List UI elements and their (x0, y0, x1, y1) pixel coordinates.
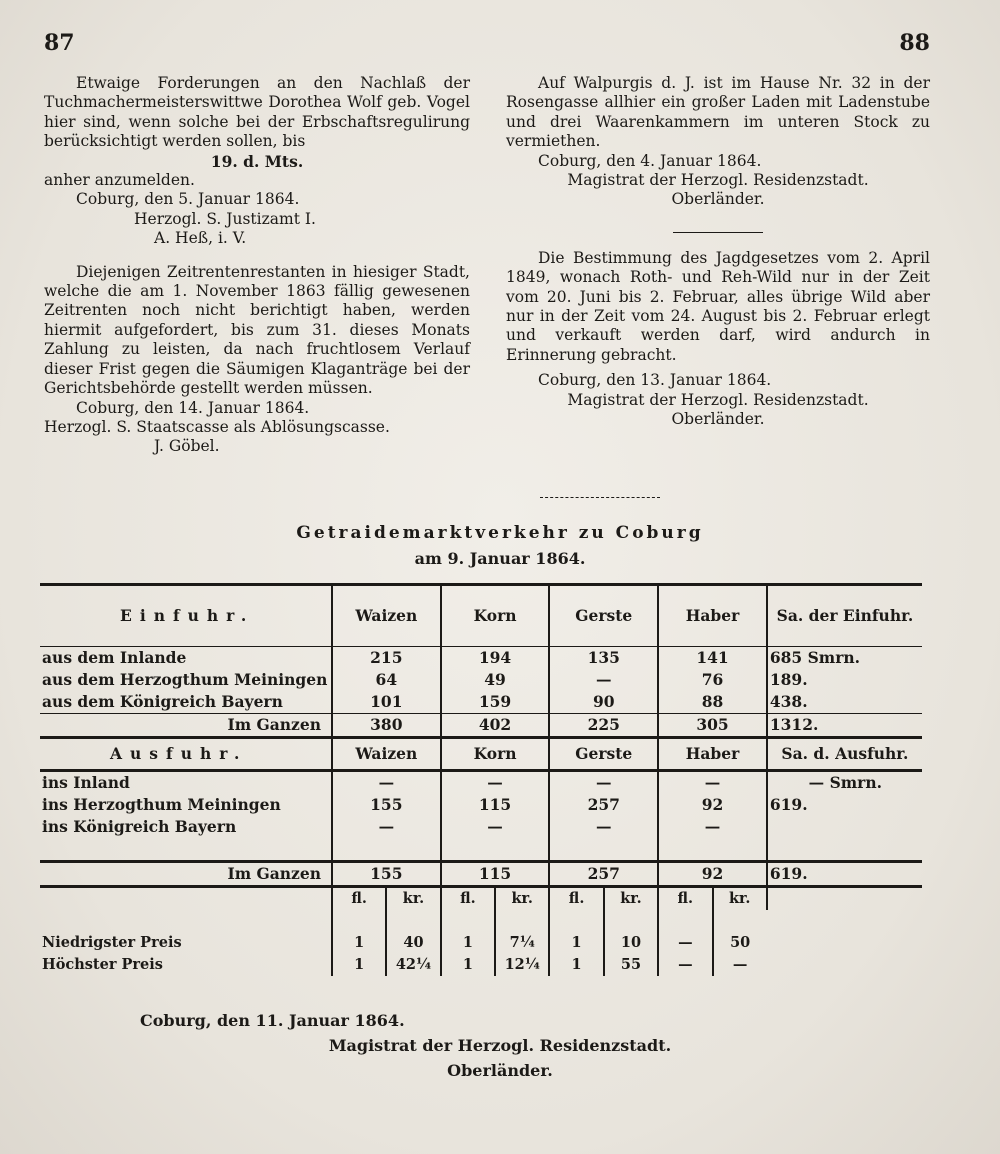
cell-price: 1 (549, 954, 603, 976)
notice-hunting-law-signature: Oberländer. (671, 410, 765, 429)
cell-value: 141 (658, 647, 767, 670)
row-label: Im Ganzen (40, 862, 332, 887)
notice-annuity-text: Diejenigen Zeitrentenrestanten in hiesiger Stadt, welche die am 1. November 1863 fällig gewesenen Zeitrenten noch nicht berichtigt haben, werden hiermit aufgefordert, bis zum 31. dieses Monats Zahlung zu leisten, da nach fruchtlosem Verlauf dieser Frist gegen die Säumigen Klaganträge bei der Gerichtsbehörde gestellt werden müssen. (44, 262, 470, 398)
cell-price: — (658, 954, 712, 976)
notice-hunting-law-authority: Magistrat der Herzogl. Residenzstadt. (567, 390, 869, 409)
unit-kr: kr. (713, 887, 767, 911)
cell-sum: 619. (767, 794, 922, 816)
table-row (40, 771, 922, 795)
cell-price: 1 (332, 954, 386, 976)
price-row-lowest (40, 932, 922, 954)
cell-value: 155 (332, 794, 441, 816)
cell-value: 215 (332, 647, 441, 670)
table-row (40, 669, 922, 691)
row-label: Höchster Preis (42, 956, 163, 973)
row-label: aus dem Inlande (40, 647, 332, 670)
column-header-waizen: Waizen (332, 738, 441, 771)
unit-kr: kr. (495, 887, 549, 911)
market-signature: Oberländer. (447, 1061, 553, 1080)
cell-price: 50 (713, 932, 767, 954)
cell-total: 115 (441, 862, 550, 887)
cell-value: — (549, 669, 658, 691)
unit-fl: fl. (549, 887, 603, 911)
export-header-row (40, 738, 922, 771)
import-heading: Einfuhr. (40, 585, 332, 647)
grain-market-table (40, 583, 922, 976)
unit-kr: kr. (604, 887, 658, 911)
column-header-sum: Sa. d. Ausfuhr. (767, 738, 922, 771)
cell-price: 12¼ (495, 954, 549, 976)
cell-price: 40 (386, 932, 440, 954)
unit-kr: kr. (386, 887, 440, 911)
cell-value: — (658, 816, 767, 838)
cell-total: 92 (658, 862, 767, 887)
market-authority: Magistrat der Herzogl. Residenzstadt. (328, 1036, 672, 1055)
cell-price: 42¼ (386, 954, 440, 976)
row-label: ins Herzogthum Meiningen (42, 795, 281, 814)
cell-value: — (441, 771, 550, 795)
import-header-row (40, 585, 922, 647)
column-header-haber: Haber (658, 585, 767, 647)
notice-estate-claims-authority: Herzogl. S. Justizamt I. (134, 209, 316, 228)
row-label: Niedrigster Preis (42, 934, 182, 951)
notice-estate-claims-tail: anher anzumelden. (44, 171, 195, 190)
column-header-gerste: Gerste (549, 585, 658, 647)
right-column (506, 74, 930, 430)
price-units-row (40, 887, 922, 911)
notice-shop-rental-text: Auf Walpurgis d. J. ist im Hause Nr. 32 in der Rosengasse allhier ein großer Laden mit Ladenstube und drei Waarenkammern im unteren Stock zu vermiethen. (506, 74, 930, 151)
market-place-date: Coburg, den 11. Januar 1864. (140, 1011, 405, 1030)
cell-value: — (332, 771, 441, 795)
row-label: aus dem Königreich Bayern (42, 692, 283, 711)
import-total-row (40, 714, 922, 738)
cell-total: 155 (332, 862, 441, 887)
row-label: ins Inland (40, 771, 332, 795)
notice-hunting-law-text: Die Bestimmung des Jagdgesetzes vom 2. April 1849, wonach Roth- und Reh-Wild nur in der Zeit vom 20. Juni bis 2. Februar, alles übrige Wild aber nur in der Zeit vom 24. August bis 2. Februar erlegt und verkauft werden darf, wird andurch in Erinnerung gebracht. (506, 248, 930, 364)
cell-value: 88 (658, 691, 767, 714)
cell-sum: — Smrn. (767, 771, 922, 795)
cell-sum: 1312. (767, 714, 922, 738)
cell-sum (767, 816, 922, 838)
column-header-gerste: Gerste (549, 738, 658, 771)
table-row (40, 691, 922, 714)
cell-value: 101 (332, 691, 441, 714)
table-row (40, 794, 922, 816)
column-header-sum: Sa. der Einfuhr. (767, 585, 922, 647)
cell-value: 64 (332, 669, 441, 691)
divider (540, 497, 660, 498)
notice-hunting-law-place-date: Coburg, den 13. Januar 1864. (538, 371, 772, 390)
export-heading: Ausfuhr. (110, 744, 248, 763)
notice-estate-claims-text: Etwaige Forderungen an den Nachlaß der Tuchmachermeisterswittwe Dorothea Wolf geb. Vogel hier sind, wenn solche bei der Erbschaftsregulirung berücksichtigt werden sollen, bis (44, 74, 470, 151)
cell-value: — (549, 771, 658, 795)
cell-total: 402 (441, 714, 550, 738)
cell-value: 76 (658, 669, 767, 691)
cell-value: 159 (441, 691, 550, 714)
cell-price: 10 (604, 932, 658, 954)
cell-total: 305 (658, 714, 767, 738)
cell-value: 49 (441, 669, 550, 691)
cell-sum: 619. (767, 862, 922, 887)
row-label: Im Ganzen (40, 714, 332, 738)
cell-total: 380 (332, 714, 441, 738)
market-date: am 9. Januar 1864. (414, 549, 586, 568)
notice-estate-claims-signature: A. Heß, i. V. (154, 229, 247, 248)
unit-fl: fl. (441, 887, 495, 911)
page-number-left: 87 (44, 30, 75, 56)
cell-value: 92 (658, 794, 767, 816)
cell-value: — (658, 771, 767, 795)
cell-price: — (658, 932, 712, 954)
cell-sum: 685 Smrn. (767, 647, 922, 670)
cell-value: 115 (441, 794, 550, 816)
page-number-right: 88 (899, 30, 930, 56)
left-column (44, 74, 470, 457)
notice-estate-claims-place-date: Coburg, den 5. Januar 1864. (76, 190, 300, 209)
notice-annuity-signature: J. Göbel. (154, 437, 220, 456)
cell-price: 1 (549, 932, 603, 954)
unit-fl: fl. (658, 887, 712, 911)
cell-sum: 438. (767, 691, 922, 714)
cell-price: 55 (604, 954, 658, 976)
notice-shop-rental-signature: Oberländer. (671, 190, 765, 209)
cell-price: — (713, 954, 767, 976)
market-title: Getraidemarktverkehr zu Coburg (296, 523, 704, 543)
column-header-korn: Korn (441, 585, 550, 647)
cell-price: 7¼ (495, 932, 549, 954)
cell-value: 135 (549, 647, 658, 670)
cell-value: 257 (549, 794, 658, 816)
notice-shop-rental-authority: Magistrat der Herzogl. Residenzstadt. (567, 171, 869, 190)
notice-shop-rental-place-date: Coburg, den 4. Januar 1864. (538, 151, 762, 170)
cell-total: 225 (549, 714, 658, 738)
price-row-highest (40, 954, 922, 976)
notice-annuity-place-date: Coburg, den 14. Januar 1864. (76, 398, 310, 417)
cell-value: 194 (441, 647, 550, 670)
cell-value: — (332, 816, 441, 838)
cell-price: 1 (441, 932, 495, 954)
unit-fl: fl. (332, 887, 386, 911)
cell-price: 1 (332, 932, 386, 954)
divider (673, 232, 763, 233)
cell-price: 1 (441, 954, 495, 976)
notice-annuity-authority: Herzogl. S. Staatscasse als Ablösungscasse. (44, 417, 390, 436)
row-label: ins Königreich Bayern (42, 817, 237, 836)
export-total-row (40, 862, 922, 887)
column-header-haber: Haber (658, 738, 767, 771)
column-header-korn: Korn (441, 738, 550, 771)
cell-value: 90 (549, 691, 658, 714)
cell-value: — (549, 816, 658, 838)
column-header-waizen: Waizen (332, 585, 441, 647)
cell-sum: 189. (767, 669, 922, 691)
table-row (40, 816, 922, 838)
table-row (40, 647, 922, 670)
row-label: aus dem Herzogthum Meiningen (42, 670, 328, 689)
cell-value: — (441, 816, 550, 838)
notice-estate-claims-deadline: 19. d. Mts. (210, 151, 304, 171)
cell-total: 257 (549, 862, 658, 887)
